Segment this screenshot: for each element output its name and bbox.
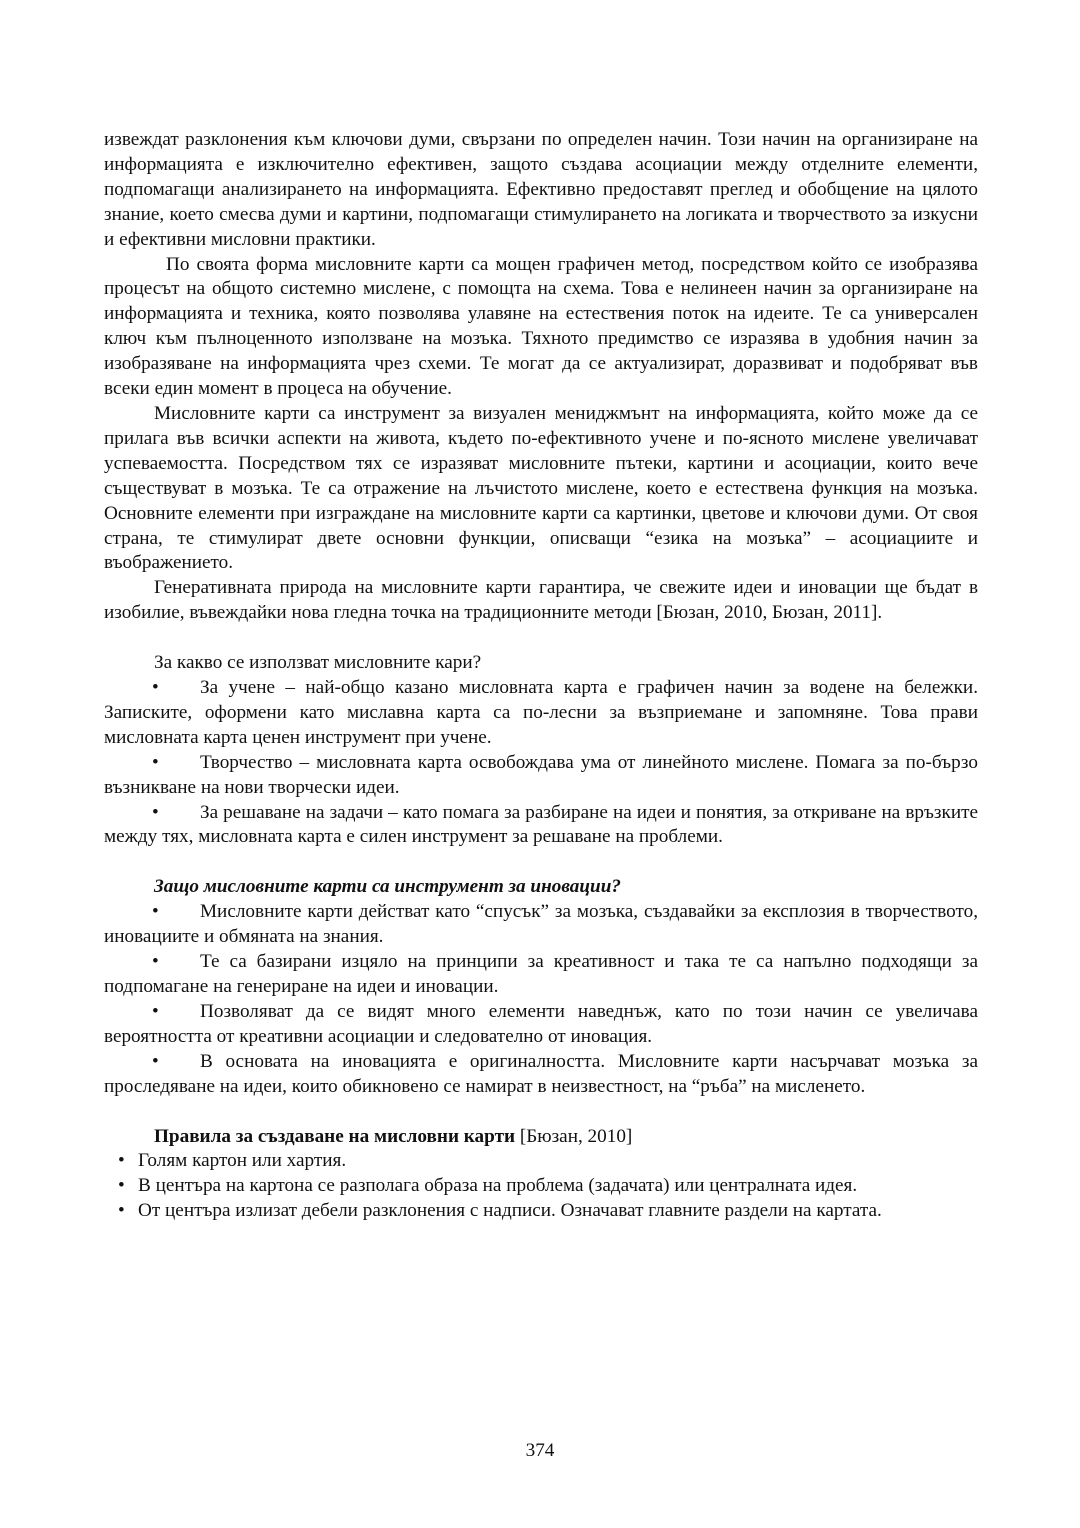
- rule-text: От центъра излизат дебели разклонения с надписи. Означават главните раздели на картата.: [138, 1200, 882, 1222]
- list-item-text: В основата на иновацията е оригиналността. Мисловните карти насърчават мозъка за проследяване на идеи, които обикновено се намират в неизвестност, на “ръба” на мисленето.: [104, 1050, 978, 1097]
- list-item: [104, 751, 978, 801]
- list-item-text: Мисловните карти действат като “спусък” за мозъка, създавайки за експлозия в творчеството, иновациите и обмяната на знания.: [104, 901, 978, 948]
- bullet-icon: •: [118, 1175, 125, 1197]
- document-page: [104, 128, 978, 1224]
- bullet-icon: •: [152, 801, 159, 823]
- rule-text: Голям картон или хартия.: [138, 1150, 347, 1172]
- bullet-icon: •: [152, 951, 159, 973]
- list-item: [104, 801, 978, 851]
- paragraph-1: извеждат разклонения към ключови думи, свързани по определен начин. Този начин на организиране на информацията е изключително ефективен, защото създава асоциации между отделните елементи, подпомагащи анализирането на информацията. Ефективно предоставят преглед и обобщение на цялото знание, което смесва думи и картини, подпомагащи стимулирането на логиката и творчеството за изкусни и ефективни мисловни практики.: [104, 129, 978, 250]
- section-heading-rules: [154, 1125, 978, 1150]
- paragraph-4: Генеративната природа на мисловните карти гарантира, че свежите идеи и иновации ще бъдат в изобилие, въвеждайки нова гледна точка на традиционните методи [Бюзан, 2010, Бюзан, 2011].: [104, 577, 978, 624]
- rule-item: [118, 1174, 978, 1199]
- list-item-text: Творчество – мисловната карта освобождава ума от линейното мислене. Помага за по-бързо възникване на нови творчески идеи.: [104, 751, 978, 798]
- section-question: За какво се използват мисловните кари?: [154, 652, 482, 674]
- list-item-text: За учене – най-общо казано мисловната карта е графичен начин за водене на бележки. Записките, оформени като миславна карта са по-лесни за възприемане и запомняне. Това прави мисловната карта ценен инструмент при учене.: [104, 677, 978, 748]
- bullet-icon: •: [118, 1150, 125, 1172]
- bullet-icon: •: [152, 1000, 159, 1022]
- list-item: [104, 1050, 978, 1100]
- paragraph-2: По своята форма мисловните карти са мощен графичен метод, посредством който се изобразява процесът на общото системно мислене, с помощта на схема. Това е нелинеен начин за организиране на информацията и техника, която позволява улавяне на естествения поток на идеите. Те са универсален ключ към пълноценното използване на мозъка. Тяхното предимство се изразява в удобния начин за изобразяване на информацията чрез схеми. Те могат да се актуализират, доразвиват и подобряват във всеки един момент в процеса на обучение.: [104, 253, 978, 400]
- list-item: [104, 900, 978, 950]
- list-item-text: Позволяват да се видят много елементи наведнъж, като по този начин се увеличава вероятността от креативни асоциации и следователно от иновация.: [104, 1000, 978, 1047]
- list-item-text: За решаване на задачи – като помага за разбиране на идеи и понятия, за откриване на връзките между тях, мисловната карта е силен инструмент за решаване на проблеми.: [104, 801, 978, 848]
- rule-text: В центъра на картона се разполага образа на проблема (задачата) или централната идея.: [138, 1175, 858, 1197]
- list-item-text: Те са базирани изцяло на принципи за креативност и така те са напълно подходящи за подпомагане на генериране на идеи и иновации.: [104, 951, 978, 997]
- list-item: [104, 676, 978, 751]
- bullet-icon: •: [118, 1200, 125, 1222]
- paragraph-3: Мисловните карти са инструмент за визуален мениджмънт на информацията, който може да се прилага във всички аспекти на живота, където по-ефективното учене и по-ясното мислене увеличават успеваемостта. Посредством тях се изразяват мисловните пътеки, картини и асоциации, които вече съществуват в мозъка. Те са отражение на лъчистото мислене, което е естествена функция на мозъка. Основните елементи при изграждане на мисловните карти са картинки, цветове и ключови думи. От своя страна, те стимулират двете основни функции, описващи “езика на мозъка” – асоциациите и въображението.: [104, 402, 978, 574]
- rule-item: [118, 1199, 978, 1224]
- list-item: [104, 1000, 978, 1050]
- rule-item: [118, 1149, 978, 1174]
- rules-heading-text: Правила за създаване на мисловни карти: [154, 1125, 516, 1147]
- bullet-icon: •: [152, 901, 159, 923]
- rules-citation: [Бюзан, 2010]: [515, 1125, 633, 1147]
- bullet-icon: •: [152, 1050, 159, 1072]
- page-number: 374: [525, 1440, 555, 1461]
- list-item: [104, 950, 978, 1000]
- section-heading-innovation: Защо мисловните карти са инструмент за иновации?: [154, 876, 621, 898]
- bullet-icon: •: [152, 751, 159, 773]
- bullet-icon: •: [152, 677, 159, 699]
